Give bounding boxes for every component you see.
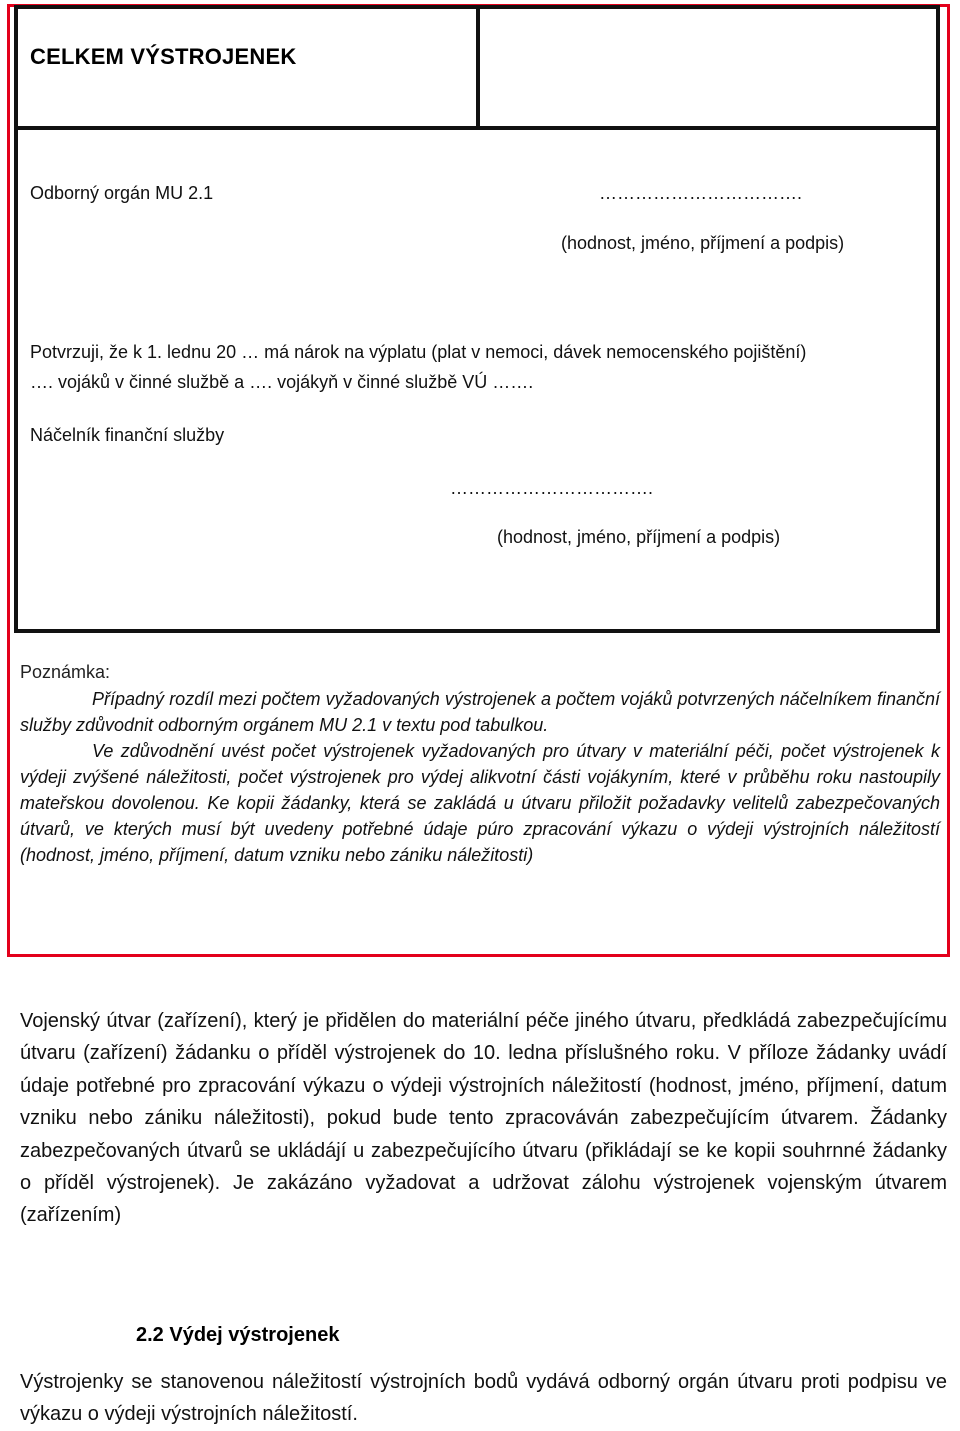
body-paragraph-2: Výstrojenky se stanovenou náležitostí výstrojních bodů vydává odborný orgán útvaru proti podpisu ve výkazu o výdeji výstrojních náležitostí. [20,1371,947,1426]
note-title: Poznámka: [20,662,111,682]
note-paragraph-2: Ve zdůvodnění uvést počet výstrojenek vyžadovaných pro útvary v materiální péči, počet výstrojenek k výdeji zvýšené náležitosti, počet výstrojenek pro výdej alikvotní části vojákyním, které v průběhu roku nastoupily mateřskou dovolenou. Ke kopii žádanky, která se zakládá u útvaru přiložit požadavky velitelů zabezpečovaných útvarů, ve kterých musí být uvedeny potřebné údaje púro zpracování výkazu o výdeji výstrojních náležitostí (hodnost, jméno, příjmení, datum vzniku nebo zániku náležitosti) [20,741,940,865]
chief-signature-caption: (hodnost, jméno, příjmení a podpis) [497,527,781,547]
note-paragraph-1: Případný rozdíl mezi počtem vyžadovaných výstrojenek a počtem vojáků potvrzených náčelníkem finanční služby zdůvodnit odborným orgánem MU 2.1 v textu pod tabulkou. [20,689,940,735]
table-column-divider [476,5,480,129]
chief-signature-dots: ……………………………. [450,478,654,498]
organ-label: Odborný orgán MU 2.1 [30,183,214,203]
organ-signature-caption: (hodnost, jméno, příjmení a podpis) [561,233,845,253]
chief-label: Náčelník finanční služby [30,425,225,445]
confirm-line-1: Potvrzuji, že k 1. lednu 20 … má nárok na výplatu (plat v nemoci, dávek nemocenského pojištění) [30,342,807,362]
body-paragraph-1: Vojenský útvar (zařízení), který je přidělen do materiální péče jiného útvaru, předkládá zabezpečujícímu útvaru (zařízení) žádanku o příděl výstrojenek do 10. ledna příslušného roku. V příloze žádanky uvádí údaje potřebné pro zpracování výkazu o výdeji výstrojních náležitostí (hodnost, jméno, příjmení, datum vzniku nebo zániku náležitosti), pokud bude tento zpracováván zabezpečujícím útvarem. Žádanky zabezpečovaných útvarů se ukládájí u zabezpečujícího útvaru (přikládají se ke kopii souhrnné žádanky o příděl výstrojenek). Je zakázáno vyžadovat a udržovat zálohu výstrojenek vojenským útvarem (zařízením) [20,1010,947,1227]
confirm-line-2: …. vojáků v činné službě a …. vojákyň v činné službě VÚ ……. [30,372,534,392]
table-heading: CELKEM VÝSTROJENEK [30,44,297,69]
note-body [20,686,940,868]
section-heading: 2.2 Výdej výstrojenek [136,1324,340,1346]
organ-signature-dots: ……………………………. [599,183,803,203]
